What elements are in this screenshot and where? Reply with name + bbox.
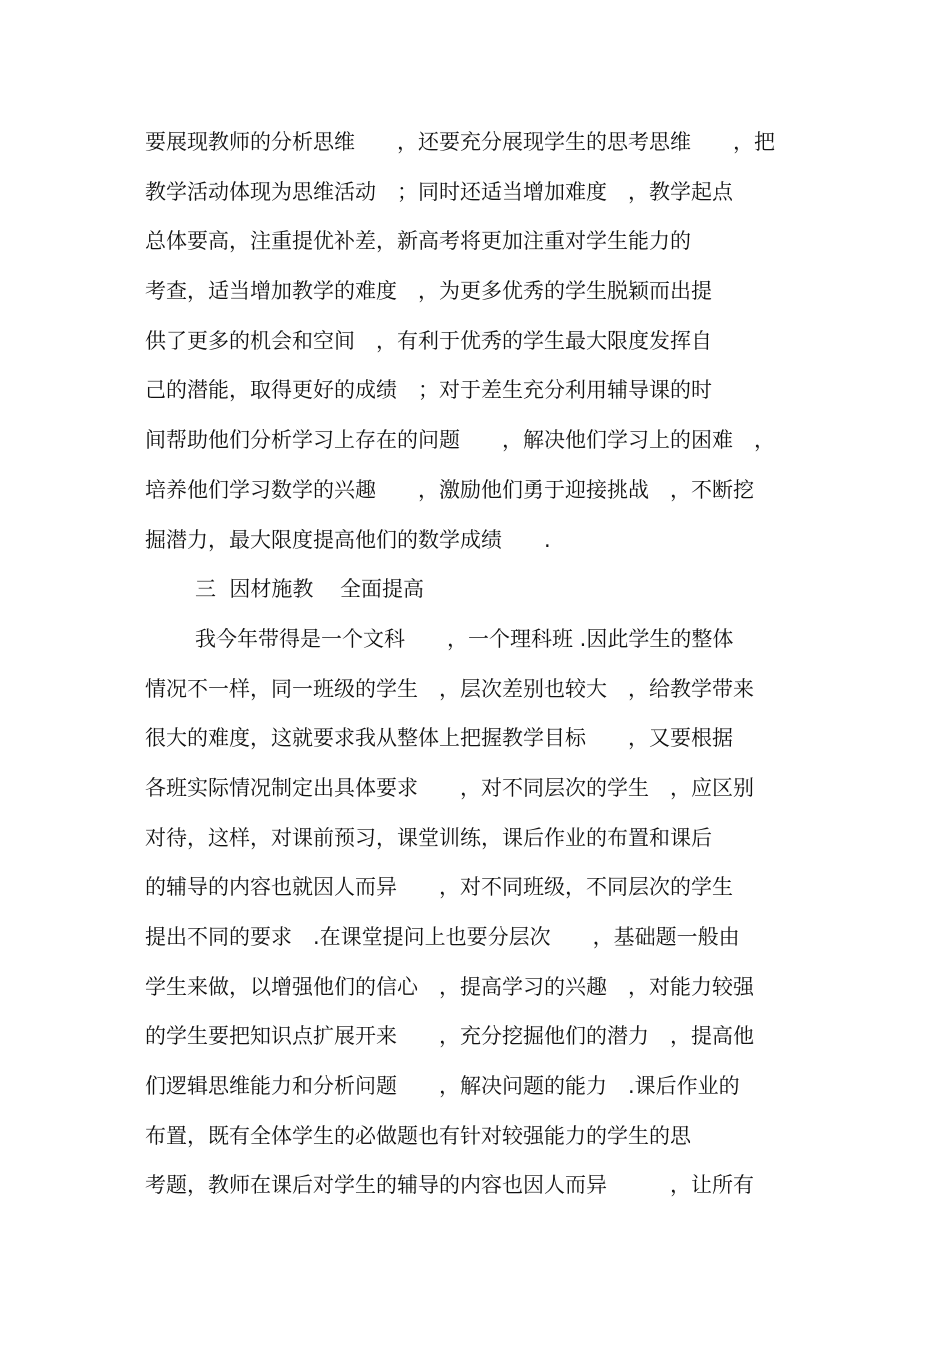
text-line: 教学活动体现为思维活动 ；同时还适当增加难度 ，教学起点 — [145, 179, 733, 204]
text-line: 的辅导的内容也就因人而异 ，对不同班级，不同层次的学生 — [145, 875, 733, 900]
section-heading: 三 因材施教 全面提高 — [195, 577, 425, 602]
text-line: 掘潜力，最大限度提高他们的数学成绩 . — [145, 527, 551, 552]
text-line: 学生来做，以增强他们的信心 ，提高学习的兴趣 ，对能力较强 — [145, 974, 754, 999]
body-text — [145, 122, 825, 1215]
text-line: 考题，教师在课后对学生的辅导的内容也因人而异 ，让所有 — [145, 1173, 754, 1198]
text-line: 提出不同的要求 .在课堂提问上也要分层次 ，基础题一般由 — [145, 925, 740, 949]
text-line: 的学生要把知识点扩展开来 ，充分挖掘他们的潜力 ，提高他 — [145, 1024, 754, 1049]
text-line: 己的潜能，取得更好的成绩 ；对于差生充分利用辅导课的时 — [145, 378, 712, 403]
text-line: 培养他们学习数学的兴趣 ，激励他们勇于迎接挑战 ，不断挖 — [145, 477, 754, 502]
text-line: 很大的难度，这就要求我从整体上把握教学目标 ，又要根据 — [145, 726, 733, 751]
text-line: 考查，适当增加教学的难度 ，为更多优秀的学生脱颖而出提 — [145, 279, 712, 304]
text-line: 对待，这样，对课前预习，课堂训练，课后作业的布置和课后 — [145, 825, 712, 850]
text-line: 总体要高，注重提优补差，新高考将更加注重对学生能力的 — [145, 229, 691, 254]
text-line: 间帮助他们分析学习上存在的问题 ，解决他们学习上的困难 ， — [145, 428, 775, 453]
text-line: 要展现教师的分析思维 ，还要充分展现学生的思考思维 ，把 — [145, 130, 775, 154]
text-line: 布置，既有全体学生的必做题也有针对较强能力的学生的思 — [145, 1123, 691, 1148]
text-line: 供了更多的机会和空间 ，有利于优秀的学生最大限度发挥自 — [145, 328, 712, 353]
text-line: 情况不一样，同一班级的学生 ，层次差别也较大 ，给教学带来 — [145, 676, 754, 701]
paragraph-first-line: 我今年带得是一个文科 ，一个理科班 .因此学生的整体 — [195, 626, 734, 651]
text-line: 们逻辑思维能力和分析问题 ，解决问题的能力 .课后作业的 — [145, 1074, 740, 1099]
text-line: 各班实际情况制定出具体要求 ，对不同层次的学生 ，应区别 — [145, 775, 754, 800]
